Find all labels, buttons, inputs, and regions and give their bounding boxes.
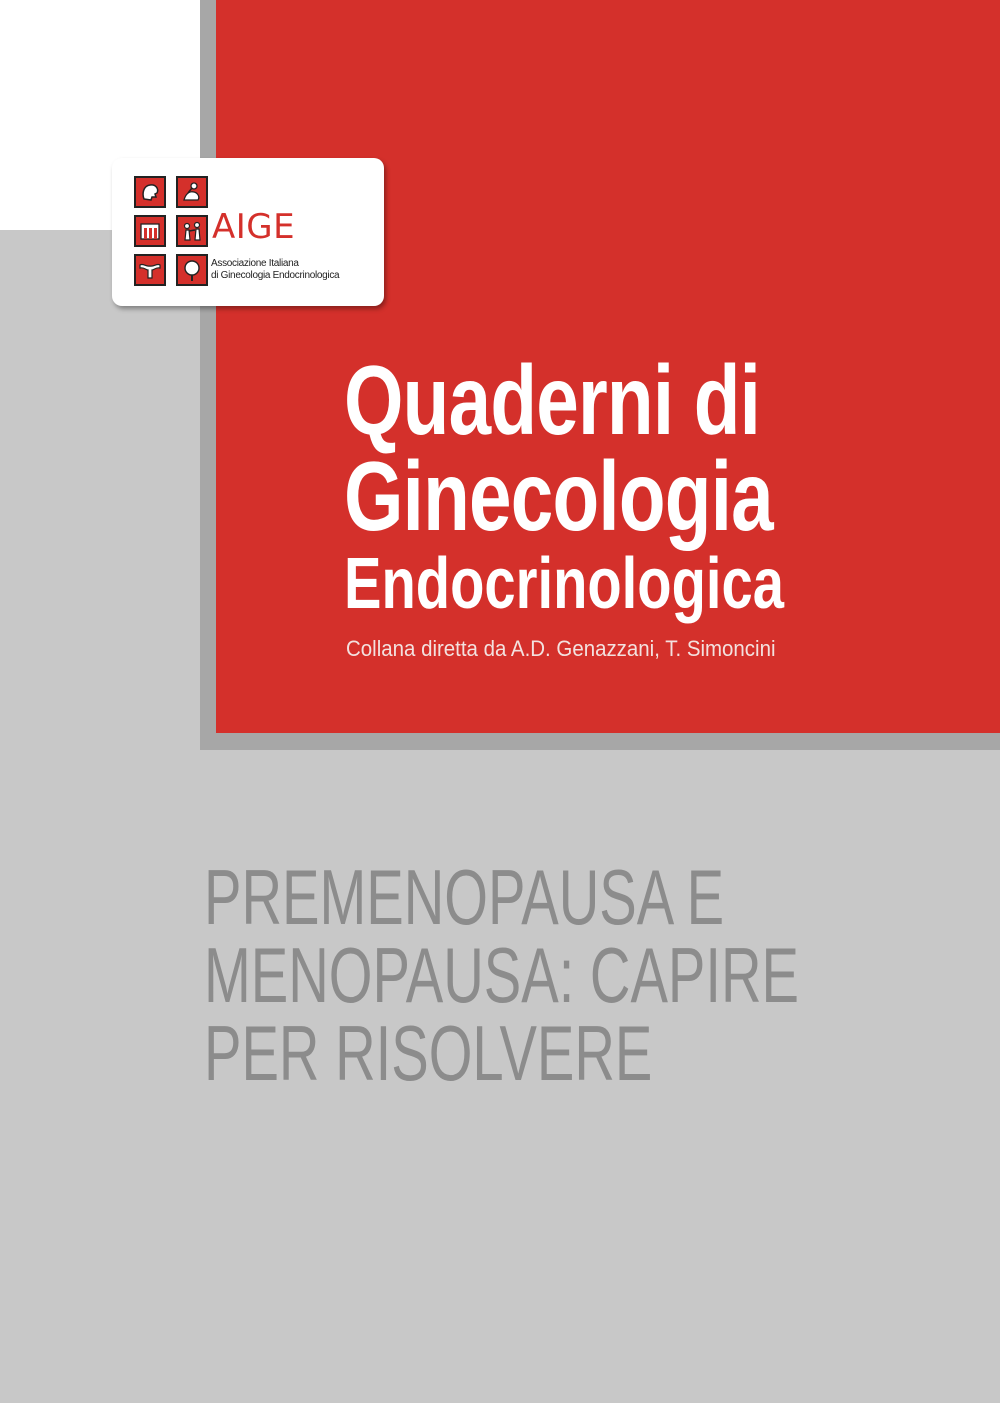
series-editors: Collana diretta da A.D. Genazzani, T. Simoncini: [346, 636, 776, 661]
series-title-line-3: Endocrinologica: [344, 544, 784, 624]
head-profile-icon: [134, 176, 166, 208]
series-title-line-1: Quaderni di: [344, 345, 761, 455]
book-title-line-3: PER RISOLVERE: [204, 1009, 653, 1097]
series-title: [344, 345, 784, 624]
reaching-figures-icon: [176, 215, 208, 247]
aige-logo-description: [211, 258, 339, 282]
aige-logo-card: [112, 158, 384, 306]
series-title-line-2: Ginecologia: [344, 441, 773, 551]
book-title-line-1: PREMENOPAUSA E: [204, 853, 725, 941]
aige-description-line-2: di Ginecologia Endocrinologica: [211, 270, 340, 281]
uterus-icon: [134, 254, 166, 286]
aige-description-line-1: Associazione Italiana: [211, 258, 299, 269]
aige-logo-name: AIGE: [212, 207, 296, 247]
mirror-icon: [176, 254, 208, 286]
book-title: [204, 853, 800, 1097]
aige-logo-grid: [134, 176, 208, 286]
book-title-line-2: MENOPAUSA: CAPIRE: [204, 931, 800, 1019]
praying-figure-icon: [176, 176, 208, 208]
building-icon: [134, 215, 166, 247]
